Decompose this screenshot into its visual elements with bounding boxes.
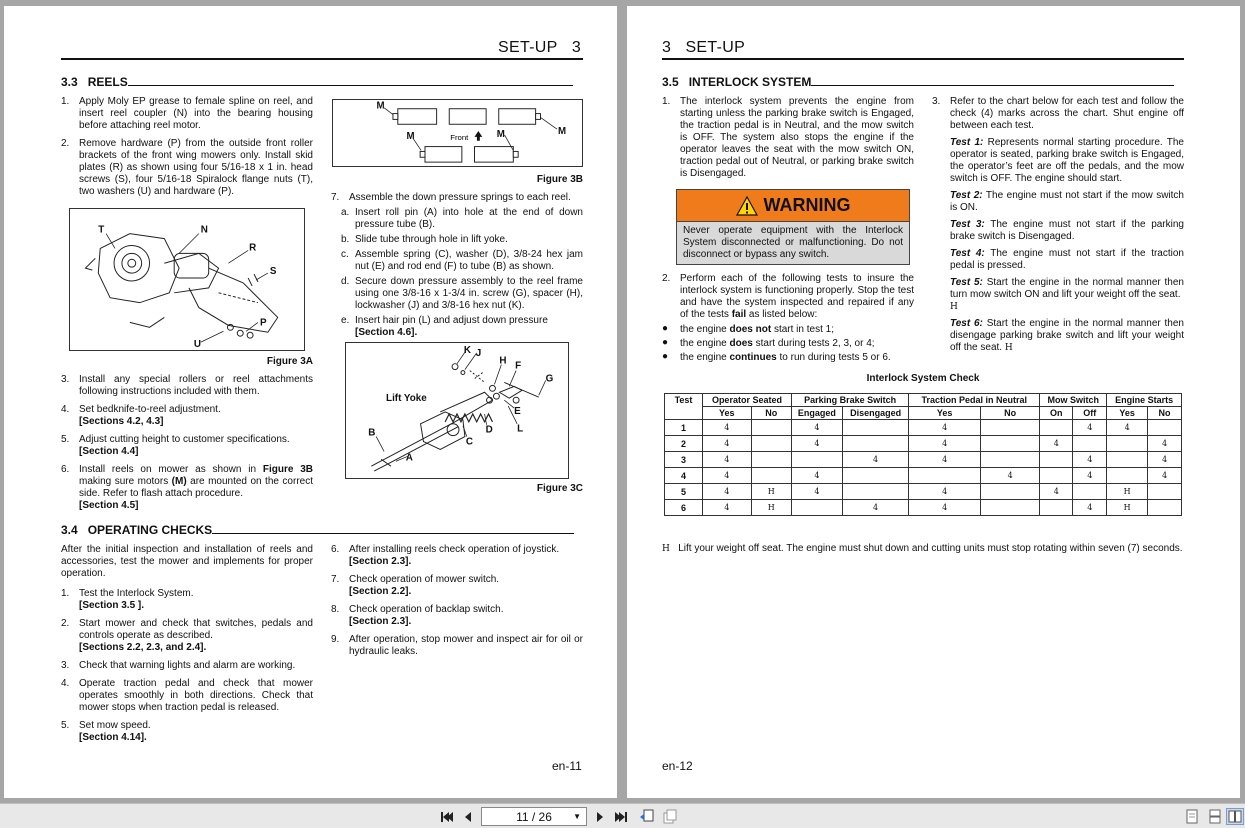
table-cell: 4 — [703, 500, 752, 516]
list-item: ● the engine does not start in test 1; — [662, 324, 914, 336]
list-item: 6. After installing reels check operation of joystick. [Section 2.3]. — [331, 544, 560, 567]
running-head — [498, 39, 581, 57]
fig3a-label-u: U — [193, 339, 202, 350]
fig3b-label-m: M — [496, 128, 505, 140]
list-item: e. Insert hair pin (L) and adjust down pressure [Section 4.6]. — [341, 315, 548, 338]
table-cell: 4 — [1073, 420, 1107, 436]
page-indicator: 11 / 26 — [516, 809, 552, 824]
table-subheader: On — [1040, 407, 1073, 420]
operating-checks-left — [61, 544, 313, 750]
table-cell: H — [751, 484, 791, 500]
table-cell — [751, 452, 791, 468]
table-cell — [791, 452, 842, 468]
table-cell: 4 — [703, 484, 752, 500]
test-number-cell: 4 — [665, 468, 703, 484]
list-item: ● the engine continues to run during tests 5 or 6. — [662, 352, 914, 364]
fig3c-label-k: K — [463, 344, 472, 356]
fig3a-label-t: T — [98, 224, 105, 236]
table-cell: 4 — [791, 420, 842, 436]
fig3c-label-e: E — [514, 405, 521, 417]
interlock-check-table — [664, 393, 1182, 516]
table-cell: 4 — [1073, 500, 1107, 516]
front-arrow-icon — [474, 131, 482, 141]
table-header: Operator Seated — [703, 394, 792, 407]
list-item: 8. Check operation of backlap switch. [Section 2.3]. — [331, 604, 504, 627]
table-cell — [1107, 436, 1148, 452]
go-forward-icon[interactable] — [661, 808, 679, 825]
fig3c-label-l: L — [517, 423, 524, 435]
test-item: Test 5: Start the engine in the normal manner then turn mow switch ON and lift your weight off the seat. H — [950, 277, 1184, 312]
table-cell: 4 — [909, 436, 981, 452]
fig3c-label-b: B — [368, 427, 376, 439]
table-cell — [1073, 484, 1107, 500]
table-title: Interlock System Check — [866, 373, 980, 384]
figure-3a-image — [69, 208, 305, 351]
table-cell: 4 — [703, 420, 752, 436]
interlock-step-3 — [932, 96, 1184, 359]
section-title: REELS — [87, 75, 128, 89]
table-cell — [1148, 420, 1182, 436]
list-item: 3. Install any special rollers or reel attachments following instructions included with them. — [61, 374, 313, 397]
list-item: c. Assemble spring (C), washer (D), 3/8-24 hex jam nut (E) and rod end (F) to tube (B) as shown. — [341, 249, 583, 272]
reel-layout-diagram — [333, 100, 582, 166]
viewer-toolbar — [0, 803, 1245, 828]
heading-rule — [212, 526, 574, 534]
table-cell: 4 — [791, 436, 842, 452]
table-cell — [1040, 500, 1073, 516]
interlock-step-2 — [662, 273, 914, 366]
table-cell: 4 — [1148, 436, 1182, 452]
table-cell: 4 — [791, 484, 842, 500]
warning-header — [677, 190, 909, 222]
list-item: 6. Install reels on mower as shown in Figure 3B making sure motors (M) are mounted on the correct side. Refer to flash attach procedure. [Section 4.5] — [61, 464, 313, 511]
single-page-view-icon[interactable] — [1183, 808, 1201, 825]
operating-checks-intro: After the initial inspection and installation of reels and accessories, test the mower and implements for proper operation. — [61, 544, 313, 579]
list-item: 2. Perform each of the following tests to insure the interlock system is functioning properly. Stop the test and have the system inspected and repaired if any of the tests fail as listed below: — [662, 273, 914, 320]
table-row — [665, 420, 1182, 436]
table-row — [665, 468, 1182, 484]
table-subheader: Yes — [703, 407, 752, 420]
header-title: SET-UP — [685, 39, 746, 56]
table-cell: 4 — [909, 452, 981, 468]
first-page-icon[interactable] — [438, 808, 456, 825]
table-row — [665, 452, 1182, 468]
table-cell: 4 — [980, 468, 1039, 484]
table-cell — [909, 468, 981, 484]
list-item: b. Slide tube through hole in lift yoke. — [341, 234, 508, 245]
table-cell — [1073, 436, 1107, 452]
table-cell: 4 — [703, 468, 752, 484]
continuous-view-icon[interactable] — [1206, 808, 1224, 825]
heading-rule — [811, 78, 1174, 86]
table-cell: 4 — [791, 468, 842, 484]
section-number: 3.5 — [662, 75, 679, 89]
two-page-view-icon[interactable] — [1226, 808, 1244, 825]
table-cell: 4 — [1073, 452, 1107, 468]
list-item: 1. Test the Interlock System. [Section 3.5 ]. — [61, 588, 194, 611]
test-item: Test 4: The engine must not start if the traction pedal is pressed. — [950, 248, 1184, 271]
table-cell: H — [751, 500, 791, 516]
table-cell — [980, 436, 1039, 452]
heading-rule — [128, 78, 573, 86]
table-body — [665, 420, 1182, 516]
section-heading-3-3 — [61, 75, 573, 89]
table-cell — [1040, 468, 1073, 484]
section-title: INTERLOCK SYSTEM — [688, 75, 812, 89]
header-chapter-number: 3 — [662, 39, 672, 56]
list-item: 5. Adjust cutting height to customer specifications. [Section 4.4] — [61, 434, 290, 457]
section-number: 3.4 — [61, 523, 78, 537]
table-row — [665, 436, 1182, 452]
table-cell: 4 — [1148, 452, 1182, 468]
table-cell: 4 — [703, 452, 752, 468]
list-item: 7. Check operation of mower switch. [Section 2.2]. — [331, 574, 500, 597]
table-cell — [842, 468, 908, 484]
prev-page-icon[interactable] — [459, 808, 477, 825]
down-pressure-assembly-diagram — [346, 343, 568, 478]
table-cell — [1148, 484, 1182, 500]
list-item: 4. Set bedknife-to-reel adjustment. [Sections 4.2, 4.3] — [61, 404, 221, 427]
table-cell — [842, 420, 908, 436]
figure-3b-caption: Figure 3B — [536, 174, 583, 185]
table-cell — [980, 484, 1039, 500]
list-item: ● the engine does start during tests 2, 3, or 4; — [662, 338, 914, 350]
fig3b-label-m: M — [557, 125, 567, 137]
header-title: SET-UP — [498, 39, 558, 56]
section-title: OPERATING CHECKS — [87, 523, 213, 537]
table-subheader-row — [665, 407, 1182, 420]
fig3c-label-c: C — [465, 436, 473, 448]
table-row — [665, 500, 1182, 516]
reels-steps-a — [61, 96, 313, 204]
table-cell — [751, 436, 791, 452]
table-subheader: No — [1148, 407, 1182, 420]
section-heading-3-5 — [662, 75, 1174, 89]
test-item: Test 2: The engine must not start if the mow switch is ON. — [950, 190, 1184, 213]
table-subheader: Disengaged — [842, 407, 908, 420]
next-page-icon[interactable] — [591, 808, 609, 825]
test-number-cell: 1 — [665, 420, 703, 436]
list-item: a. Insert roll pin (A) into hole at the end of down pressure tube (B). — [341, 207, 583, 230]
fig3b-front-label: Front — [450, 132, 469, 142]
list-item: 3. Check that warning lights and alarm are working. — [61, 660, 296, 671]
fig3c-label-f: F — [515, 360, 522, 372]
table-header: Mow Switch — [1040, 394, 1107, 407]
table-cell — [1040, 420, 1073, 436]
list-item: 4. Operate traction pedal and check that mower operates smoothly in both directions. Check that mower stops when traction pedal is released. — [61, 678, 313, 713]
table-cell: 4 — [1107, 420, 1148, 436]
table-subheader: No — [751, 407, 791, 420]
reels-steps-b — [61, 374, 313, 518]
fig3c-label-lift-yoke: Lift Yoke — [386, 393, 427, 405]
table-cell: 4 — [703, 436, 752, 452]
list-item: 7. Assemble the down pressure springs to each reel. — [331, 192, 571, 203]
table-cell — [1040, 452, 1073, 468]
test-number-cell: 2 — [665, 436, 703, 452]
table-cell: 4 — [842, 500, 908, 516]
fig3a-label-s: S — [269, 266, 277, 278]
list-item: 9. After operation, stop mower and inspect air for oil or hydraulic leaks. — [331, 634, 583, 657]
fig3c-label-a: A — [405, 452, 413, 464]
table-subheader: Yes — [1107, 407, 1148, 420]
table-header: Test — [665, 394, 703, 420]
figure-3c-caption: Figure 3C — [536, 483, 583, 494]
fig3c-label-d: D — [485, 424, 493, 436]
section-number: 3.3 — [61, 75, 78, 89]
table-cell — [751, 420, 791, 436]
table-cell — [842, 436, 908, 452]
fig3a-label-n: N — [200, 224, 208, 236]
table-cell: 4 — [1040, 436, 1073, 452]
fig3c-label-h: H — [499, 355, 507, 367]
table-header: Parking Brake Switch — [791, 394, 908, 407]
table-cell: 4 — [1148, 468, 1182, 484]
list-item: 1. The interlock system prevents the engine from starting unless the parking brake switch is Engaged, the traction pedal is in Neutral, and the mow switch is OFF. The system also stops the engine if the operator leaves the seat with the mow switch ON, traction pedal out of Neutral, or parking brake switch is Disengaged. — [662, 96, 914, 179]
figure-3b-image — [332, 99, 583, 167]
go-back-icon[interactable] — [638, 808, 656, 825]
list-item: 2. Start mower and check that switches, pedals and controls operate as described. [Sections 2.2, 2.3, and 2.4]. — [61, 618, 313, 653]
list-item: d. Secure down pressure assembly to the reel frame using one 3/8-16 x 1-3/4 in. screw (G), spacer (H), lockwasher (J) and 3/8-16 hex nut (K). — [341, 276, 583, 311]
table-subheader: Off — [1073, 407, 1107, 420]
page-number-input[interactable] — [481, 807, 587, 826]
table-row — [665, 484, 1182, 500]
table-footnote: H Lift your weight off seat. The engine must shut down and cutting units must stop rotating within seven (7) seconds. — [662, 543, 1183, 554]
table-cell — [1148, 500, 1182, 516]
table-cell: 4 — [909, 500, 981, 516]
table-cell — [980, 420, 1039, 436]
fig3b-label-m: M — [376, 100, 385, 112]
table-subheader: Yes — [909, 407, 981, 420]
reels-step-7 — [331, 192, 583, 342]
test-number-cell: 5 — [665, 484, 703, 500]
warning-title: WARNING — [763, 195, 851, 215]
reel-skid-plate-diagram — [70, 209, 304, 350]
table-cell: 4 — [1040, 484, 1073, 500]
test-item: Test 1: Represents normal starting procedure. The operator is seated, parking brake switch is Engaged, the operator’s feet are off the pedals, and the mow switch is OFF. The engine should start. — [950, 137, 1184, 184]
test-item: Test 3: The engine must not start if the parking brake switch is Disengaged. — [950, 219, 1184, 242]
warning-triangle-icon — [736, 196, 758, 216]
table-cell: 4 — [1073, 468, 1107, 484]
chevron-down-icon: ▼ — [573, 812, 581, 821]
table-subheader: Engaged — [791, 407, 842, 420]
operating-checks-right — [331, 544, 583, 664]
test-number-cell: 3 — [665, 452, 703, 468]
figure-3a-caption: Figure 3A — [266, 356, 313, 367]
fig3b-label-m: M — [406, 130, 415, 142]
table-cell — [1107, 468, 1148, 484]
table-subheader: No — [980, 407, 1039, 420]
list-item: 3. Refer to the chart below for each test and follow the check (4) marks across the chart. Shut engine off between each test. — [932, 96, 1184, 131]
page-number: en-12 — [662, 759, 693, 773]
running-head — [662, 39, 745, 57]
table-cell — [1107, 452, 1148, 468]
fig3c-label-j: J — [475, 347, 482, 359]
header-chapter-number: 3 — [571, 39, 582, 56]
section-heading-3-4 — [61, 523, 574, 537]
table-header: Traction Pedal in Neutral — [909, 394, 1040, 407]
list-item: 5. Set mow speed. [Section 4.14]. — [61, 720, 151, 743]
table-cell — [791, 500, 842, 516]
test-number-cell: 6 — [665, 500, 703, 516]
fig3c-label-g: G — [545, 373, 554, 385]
test-item: Test 6: Start the engine in the normal manner then disengage parking brake switch and lift your weight off the seat. H — [950, 318, 1184, 353]
table-cell: 4 — [909, 420, 981, 436]
header-rule — [662, 58, 1184, 60]
warning-body: Never operate equipment with the Interlock System disconnected or malfunctioning. Do not disconnect or bypass any switch. — [677, 222, 909, 264]
table-cell — [980, 452, 1039, 468]
table-cell: H — [1107, 484, 1148, 500]
table-cell — [751, 468, 791, 484]
list-item: 2. Remove hardware (P) from the outside front roller brackets of the front wing mowers only. Install skid plates (R) as shown using four 5/16-18 x 1 in. head screws (S), four 5/16-18 Spiralock flange nuts (T), two washers (U) and hardware (P). — [61, 138, 313, 197]
interlock-step-1 — [662, 96, 914, 186]
table-cell: H — [1107, 500, 1148, 516]
warning-box — [676, 189, 910, 265]
fig3a-label-p: P — [259, 317, 267, 329]
fig3a-label-r: R — [249, 242, 257, 254]
table-cell — [980, 500, 1039, 516]
table-cell: 4 — [909, 484, 981, 500]
table-header: Engine Starts — [1107, 394, 1182, 407]
table-cell: 4 — [842, 452, 908, 468]
last-page-icon[interactable] — [612, 808, 630, 825]
table-cell — [842, 484, 908, 500]
test-descriptions — [932, 137, 1184, 354]
header-rule — [61, 58, 583, 60]
list-item: 1. Apply Moly EP grease to female spline on reel, and insert reel coupler (N) into the bearing housing before attaching reel motor. — [61, 96, 313, 131]
page-number: en-11 — [552, 759, 582, 773]
figure-3c-image — [345, 342, 569, 479]
